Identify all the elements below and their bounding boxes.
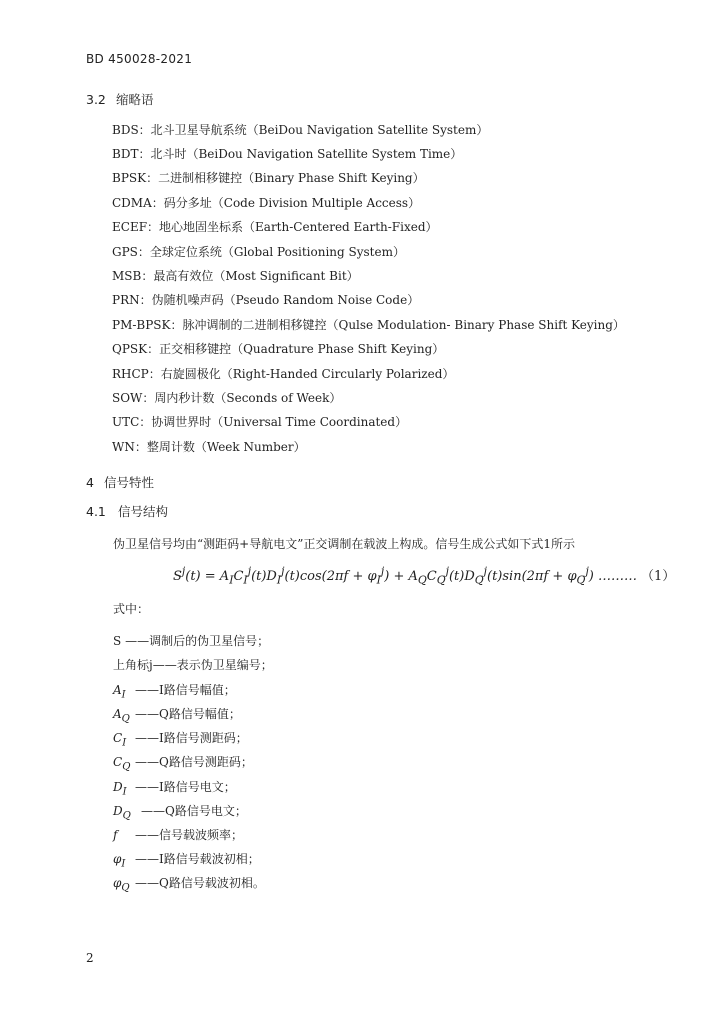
variable-description: ——I路信号幅值； [135,683,236,697]
formula-expression: $S^j(t) = A_IC_I^j(t)D_I^j(t)\cos(2\pi f + \varphi_I^j) + A_QC_Q^j(t)D_Q^j(t)\sin(2\pi f + \varphi_Q^j)$ ……… [173,565,638,587]
variable-item [113,826,243,843]
variable-description: ——调制后的伪卫星信号； [125,634,270,648]
variable-item [113,705,241,724]
variable-item [113,802,247,821]
variable-item [113,778,236,797]
variable-description: ——Q路信号幅值； [135,707,241,721]
variable-symbol: $\varphi_I$ [113,852,126,870]
variable-description: ——Q路信号电文； [141,804,247,818]
variable-item [113,850,260,869]
abbreviation-item: UTC：协调世界时（Universal Time Coordinated） [112,415,408,429]
variable-description: ——信号载波频率； [135,828,244,842]
abbreviation-item: BDT：北斗时（BeiDou Navigation Satellite System Time） [112,147,463,161]
variable-symbol: 上角标j [113,658,153,672]
variable-description: ——I路信号电文； [135,780,236,794]
variable-symbol: $A_I$ [113,683,126,701]
variable-item [113,753,253,772]
variable-description: ——I路信号载波初相； [135,852,260,866]
variable-item [113,729,248,748]
section-4-heading [86,473,154,491]
document-header: BD 450028-2021 [86,52,193,66]
abbreviation-item: QPSK：正交相移键控（Quadrature Phase Shift Keying） [112,342,445,356]
formula-number: （1） [641,569,676,585]
abbreviation-item: MSB：最高有效位（Most Significant Bit） [112,269,359,283]
variable-description: ——Q路信号载波初相。 [135,876,265,890]
section-title: 信号特性 [104,475,155,490]
section-4-1-heading [86,502,168,520]
variable-item [113,681,236,700]
abbreviation-item: BPSK：二进制相移键控（Binary Phase Shift Keying） [112,171,425,185]
variable-description: ——Q路信号测距码； [135,755,253,769]
page-number: 2 [86,951,94,965]
variable-symbol: S [113,634,122,648]
abbreviation-item: RHCP：右旋圆极化（Right-Handed Circularly Polarized） [112,367,455,381]
abbreviation-item: PRN：伪随机噪声码（Pseudo Random Noise Code） [112,293,420,307]
abbreviation-item: GPS：全球定位系统（Global Positioning System） [112,245,405,259]
abbreviation-item: SOW：周内秒计数（Seconds of Week） [112,391,342,405]
variable-item [113,874,265,893]
intro-paragraph: 伪卫星信号均由“测距码+导航电文”正交调制在载波上构成。信号生成公式如下式1所示 [113,537,575,551]
variable-symbol: $A_Q$ [113,707,130,725]
signal-formula [173,565,675,587]
where-label: 式中： [113,602,150,616]
abbreviation-item: CDMA：码分多址（Code Division Multiple Access） [112,196,421,210]
abbreviation-item: WN：整周计数（Week Number） [112,440,306,454]
section-title: 缩略语 [116,92,154,107]
variable-description: ——I路信号测距码； [135,731,248,745]
section-number: 4 [86,475,94,490]
variable-description: ——表示伪卫星编号； [152,658,273,672]
variable-symbol: $D_I$ [113,780,127,798]
section-number: 4.1 [86,504,106,519]
variable-symbol: f [113,828,118,842]
variable-symbol: $D_Q$ [113,804,131,822]
section-3-2-heading [86,90,154,108]
variable-item [113,656,273,673]
abbreviation-item: PM-BPSK：脉冲调制的二进制相移键控（Qulse Modulation- Binary Phase Shift Keying） [112,318,625,332]
section-number: 3.2 [86,92,106,107]
abbreviation-item: ECEF：地心地固坐标系（Earth-Centered Earth-Fixed） [112,220,438,234]
variable-symbol: $C_Q$ [113,755,131,773]
variable-symbol: $C_I$ [113,731,127,749]
abbreviation-item: BDS：北斗卫星导航系统（BeiDou Navigation Satellite System） [112,123,489,137]
variable-item [113,632,269,649]
section-title: 信号结构 [118,504,169,519]
variable-symbol: $\varphi_Q$ [113,876,130,894]
